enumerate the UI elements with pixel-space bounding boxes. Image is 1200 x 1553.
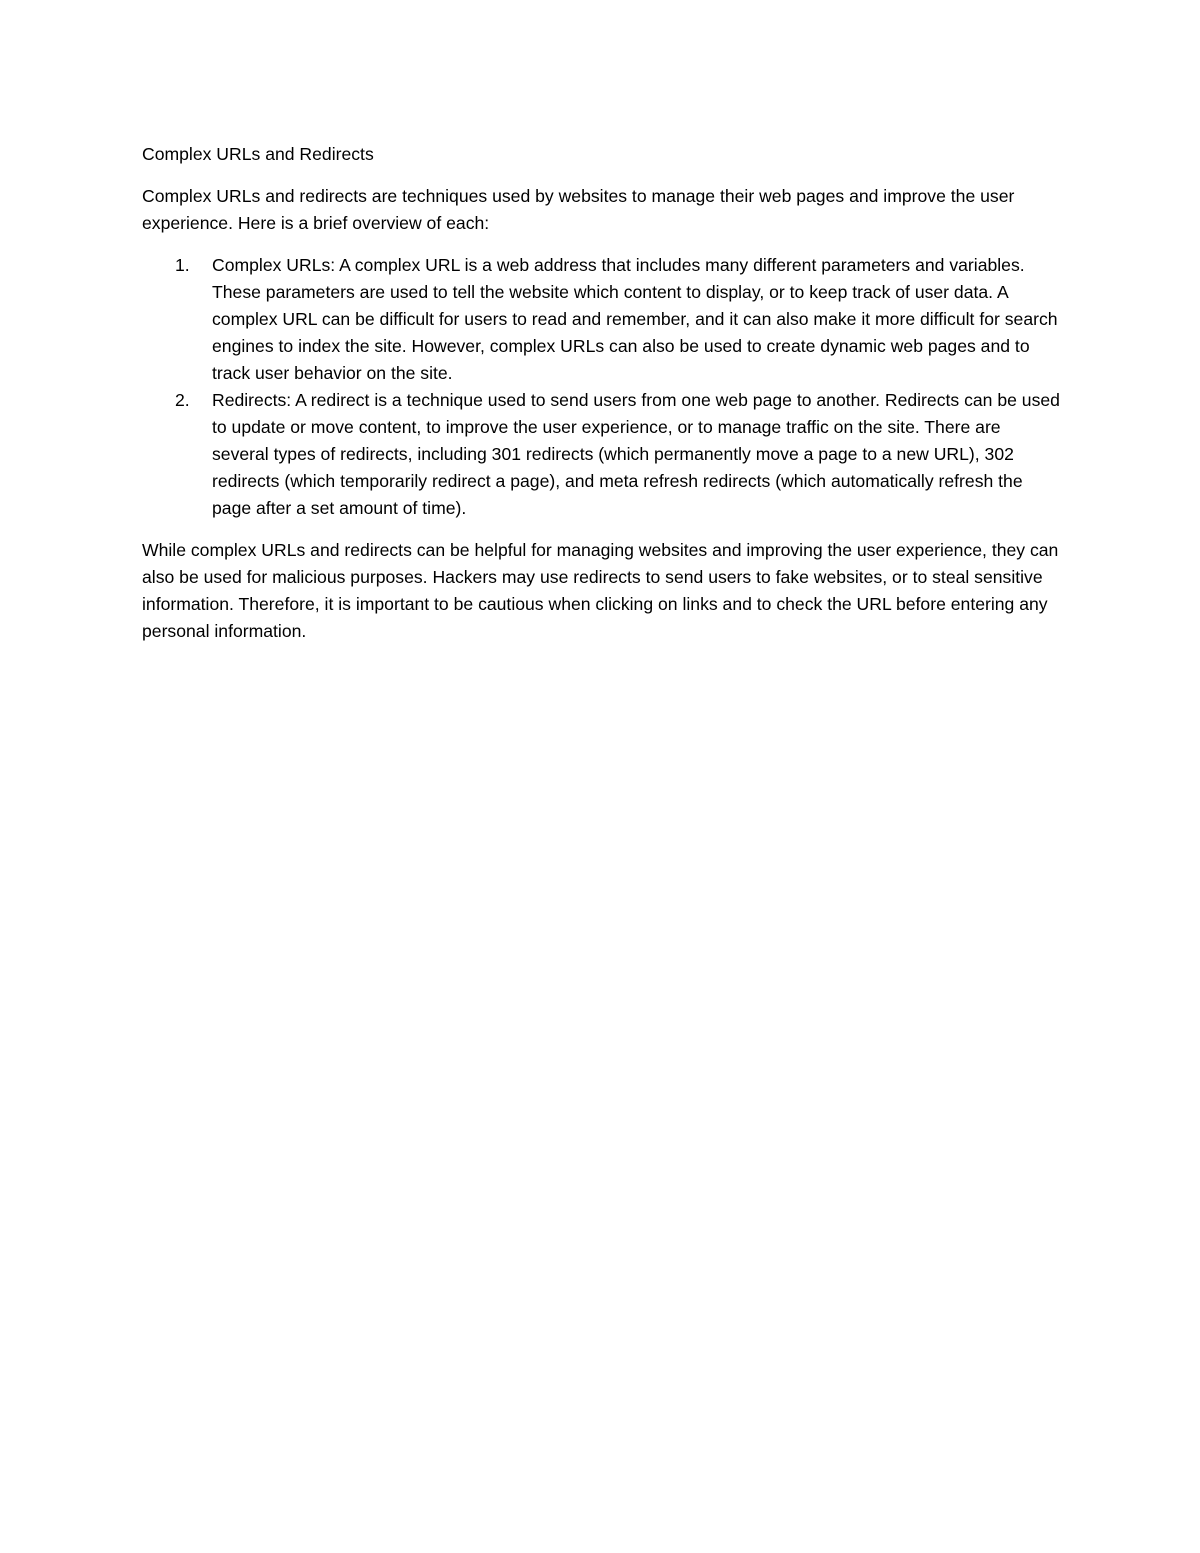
document-title: Complex URLs and Redirects — [142, 144, 374, 164]
list-item — [142, 387, 1062, 522]
list-item — [142, 252, 1062, 387]
document-body — [142, 141, 1062, 660]
list-item-number: 1. — [175, 255, 190, 275]
intro-paragraph: Complex URLs and redirects are techniques used by websites to manage their web pages and improve the user experience. Here is a brief overview of each: — [142, 186, 1015, 233]
numbered-list — [142, 252, 1062, 522]
list-item-text: Complex URLs: A complex URL is a web address that includes many different parameters and variables. These parameters are used to tell the website which content to display, or to keep track of user data. A complex URL can be difficult for users to read and remember, and it can also make it more difficult for search engines to index the site. However, complex URLs can also be used to create dynamic web pages and to track user behavior on the site. — [212, 255, 1058, 383]
list-item-text: Redirects: A redirect is a technique used to send users from one web page to another. Redirects can be used to update or move content, to improve the user experience, or to manage traffic on the site. There are several types of redirects, including 301 redirects (which permanently move a page to a new URL), 302 redirects (which temporarily redirect a page), and meta refresh redirects (which automatically refresh the page after a set amount of time). — [212, 390, 1060, 518]
conclusion-paragraph: While complex URLs and redirects can be helpful for managing websites and improving the user experience, they can also be used for malicious purposes. Hackers may use redirects to send users to fake websites, or to steal sensitive information. Therefore, it is important to be cautious when clicking on links and to check the URL before entering any personal information. — [142, 540, 1059, 641]
list-item-number: 2. — [175, 390, 190, 410]
